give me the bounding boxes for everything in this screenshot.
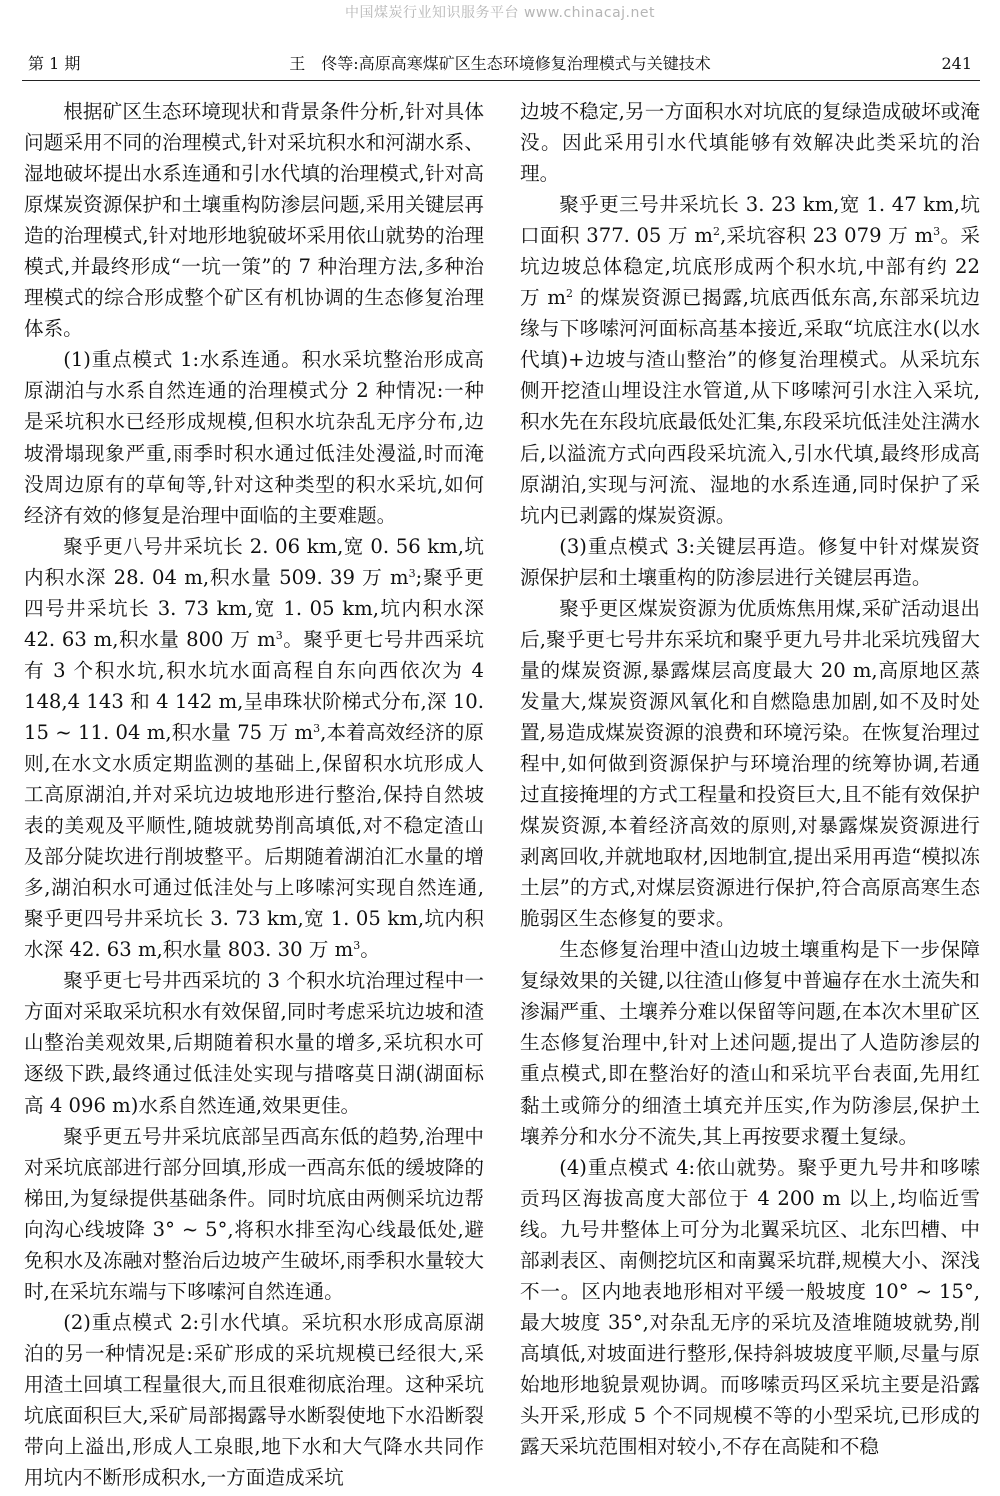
watermark: 中国煤炭行业知识服务平台 www.chinacaj.net: [345, 5, 655, 21]
superscript: 2: [712, 225, 720, 239]
superscript: 3: [275, 628, 283, 642]
superscript: 3: [353, 939, 361, 953]
text-run: ;聚乎更四号井采坑长 3. 73 km,宽 1. 05 km,坑内积水深 42. 63 m,积水量 800 万 m: [24, 565, 484, 651]
text-run: 的煤炭资源已揭露,坑底西低东高,东部采坑边缘与下哆嗦河河面标高基本接近,采取“坑底注水(以水代填)+边坡与渣山整治”的修复治理模式。从采坑东侧开挖渣山埋设注水管道,从下哆嗦河引水注入采坑,积水先在东段坑底最低处汇集,东段采坑低洼处注满水后,以溢流方式向西段采坑流入,引水代填,最终形成高原湖泊,实现与河流、湿地的水系连通,同时保护了采坑内已剥露的煤炭资源。: [520, 286, 980, 527]
text-run: 聚乎更八号井采坑长 2. 06 km,宽 0. 56 km,坑内积水深 28. 04 m,积水量 509. 39 万 m: [24, 534, 484, 589]
left-column: [24, 96, 484, 1492]
text-run: 。采坑边坡总体稳定,坑底形成两个积水坑,中部有约 22 万 m: [520, 224, 980, 310]
header-rule: [22, 80, 980, 81]
running-title: 王 佟等:高原高寒煤矿区生态环境修复治理模式与关键技术: [289, 54, 711, 73]
page-header: [28, 52, 972, 76]
paragraph: 生态修复治理中渣山边坡土壤重构是下一步保障复绿效果的关键,以往渣山修复中普遍存在水土流失和渗漏严重、土壤养分难以保留等问题,在本次木里矿区生态修复治理中,针对上述问题,提出了人造防渗层的重点模式,即在整治好的渣山和采坑平台表面,先用红黏土或筛分的细渣土填充并压实,作为防渗层,保护土壤养分和水分不流失,其上再按要求覆土复绿。: [520, 938, 980, 1148]
text-run: ,本着高效经济的原则,在水文水质定期监测的基础上,保留积水坑形成人工高原湖泊,并对采坑边坡地形进行整治,保持自然坡表的美观及平顺性,随坡就势削高填低,对不稳定渣山及部分陡坎进行削坡整平。后期随着湖泊汇水量的增多,湖泊积水可通过低洼处与上哆嗦河实现自然连通,聚乎更四号井采坑长 3. 73 km,宽 1. 05 km,坑内积水深 42. 63 m,积水量 803. 30 万 m: [24, 720, 484, 962]
superscript: 2: [565, 287, 573, 301]
paragraph-continued: 边坡不稳定,另一方面积水对坑底的复绿造成破坏或淹没。因此采用引水代填能够有效解决此类采坑的治理。: [520, 100, 980, 186]
text-run: 。聚乎更七号井西采坑有 3 个积水坑,积水坑水面高程自东向西依次为 4 148,4 143 和 4 142 m,呈串珠状阶梯式分布,深 10. 15 ~ 11. 04 m,积水量 75 万 m: [24, 627, 484, 744]
paragraph: 聚乎更区煤炭资源为优质炼焦用煤,采矿活动退出后,聚乎更七号井东采坑和聚乎更九号井北采坑残留大量的煤炭资源,暴露煤层高度最大 20 m,高原地区蒸发量大,煤炭资源风氧化和自燃隐患加剧,如不及时处置,易造成煤炭资源的浪费和环境污染。在恢复治理过程中,如何做到资源保护与环境治理的统筹协调,若通过直接掩埋的方式工程量和投资巨大,且不能有效保护煤炭资源,本着经济高效的原则,对暴露煤炭资源进行剥离回收,并就地取材,因地制宜,提出采用再造“模拟冻土层”的方式,对煤层资源进行保护,符合高原高寒生态脆弱区生态修复的要求。: [520, 596, 980, 931]
paragraph-mode-3: (3)重点模式 3:关键层再造。修复中针对煤炭资源保护层和土壤重构的防渗层进行关键层再造。: [520, 534, 980, 589]
paragraph: [24, 531, 484, 966]
paragraph-mode-2: (2)重点模式 2:引水代填。采坑积水形成高原湖泊的另一种情况是:采矿形成的采坑规模已经很大,采用渣土回填工程量很大,而且很难彻底治理。这种采坑坑底面积巨大,采矿局部揭露导水断裂使地下水沿断裂带向上溢出,形成人工泉眼,地下水和大气降水共同作用坑内不断形成积水,一方面造成采坑: [24, 1310, 484, 1490]
paragraph: 聚乎更七号井西采坑的 3 个积水坑治理过程中一方面对采取采坑积水有效保留,同时考虑采坑边坡和渣山整治美观效果,后期随着积水量的增多,采坑积水可逐级下跌,最终通过低洼处实现与措喀莫日湖(湖面标高 4 096 m)水系自然连通,效果更佳。: [24, 969, 484, 1117]
text-run: 。: [360, 938, 380, 962]
right-column: [520, 96, 980, 1492]
issue-number: 第 1 期: [28, 54, 81, 73]
paragraph: 聚乎更五号井采坑底部呈西高东低的趋势,治理中对采坑底部进行部分回填,形成一西高东低的缓坡降的梯田,为复绿提供基础条件。同时坑底由两侧采坑边帮向沟心线坡降 3° ~ 5°,将积水排至沟心线最低处,避免积水及冻融对整治后边坡产生破坏,雨季积水量较大时,在采坑东端与下哆嗦河自然连通。: [24, 1124, 484, 1303]
superscript: 3: [313, 721, 321, 735]
superscript: 3: [408, 566, 416, 580]
text-run: 聚乎更三号井采坑长 3. 23 km,宽 1. 47 km,坑口面积 377. 05 万 m: [520, 193, 980, 248]
paragraph: 根据矿区生态环境现状和背景条件分析,针对具体问题采用不同的治理模式,针对采坑积水和河湖水系、湿地破坏提出水系连通和引水代填的治理模式,针对高原煤炭资源保护和土壤重构防渗层问题,采用关键层再造的治理模式,针对地形地貌破坏采用依山就势的治理模式,并最终形成“一坑一策”的 7 种治理方法,多种治理模式的综合形成整个矿区有机协调的生态修复治理体系。: [24, 100, 484, 341]
paragraph: [520, 189, 980, 531]
paragraph-mode-1: (1)重点模式 1:水系连通。积水采坑整治形成高原湖泊与水系自然连通的治理模式分 2 种情况:一种是采坑积水已经形成规模,但积水坑杂乱无序分布,边坡滑塌现象严重,雨季时积水通过低洼处漫溢,时而淹没周边原有的草甸等,针对这种类型的积水采坑,如何经济有效的修复是治理中面临的主要难题。: [24, 348, 484, 527]
page-number: 241: [941, 54, 972, 73]
paragraph-mode-4: (4)重点模式 4:依山就势。聚乎更九号井和哆嗦贡玛区海拔高度大部位于 4 200 m 以上,均临近雪线。九号井整体上可分为北翼采坑区、北东凹槽、中部剥表区、南侧挖坑区和南翼采坑群,规模大小、深浅不一。区内地表地形相对平缓一般坡度 10° ~ 15°,最大坡度 35°,对杂乱无序的采坑及渣堆随坡就势,削高填低,对坡面进行整形,保持斜坡坡度平顺,尽量与原始地形地貌景观协调。而哆嗦贡玛区采坑主要是沿露头开采,形成 5 个不同规模不等的小型采坑,已形成的露天采坑范围相对较小,不存在高陡和不稳: [520, 1155, 980, 1459]
superscript: 3: [933, 225, 941, 239]
text-run: ,采坑容积 23 079 万 m: [719, 224, 934, 248]
